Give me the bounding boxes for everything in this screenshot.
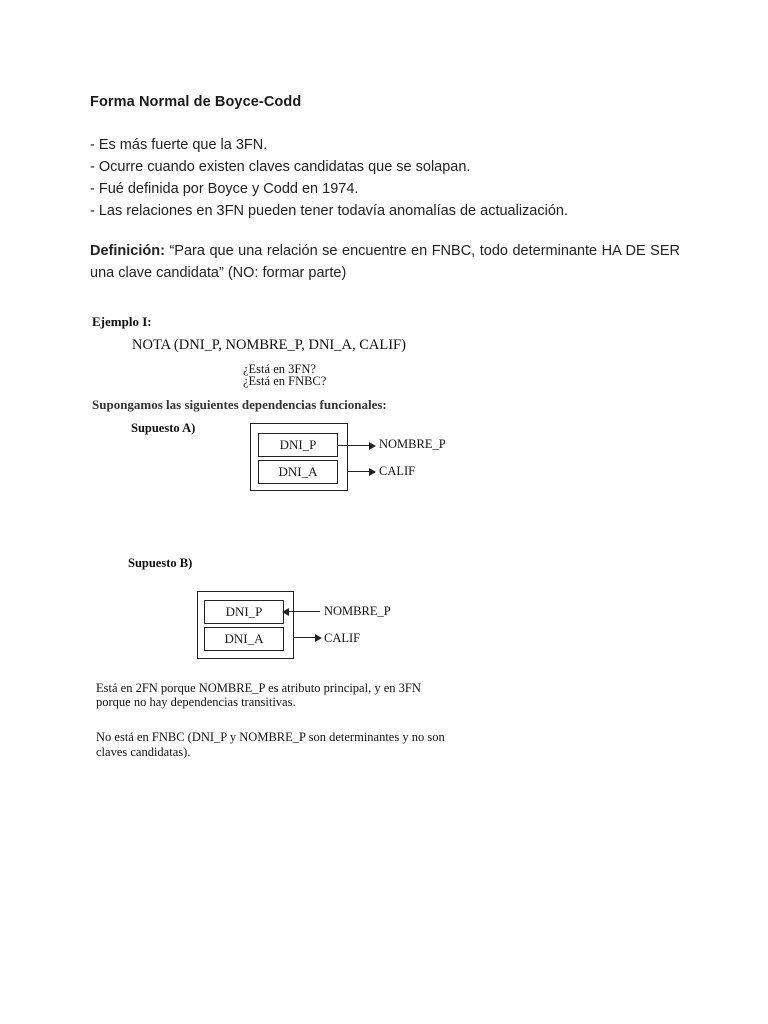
case-a-arrow-top — [338, 445, 374, 446]
case-b-arrow-top — [284, 611, 320, 612]
case-b-label: Supuesto B) — [128, 556, 193, 570]
assumption-intro: Supongamos las siguientes dependencias funcionales: — [92, 397, 387, 412]
question-3fn: ¿Está en 3FN? — [243, 362, 316, 376]
case-b-key-top: DNI_P — [204, 600, 284, 624]
case-a-dep-top: NOMBRE_P — [379, 437, 446, 451]
document-title: Forma Normal de Boyce-Codd — [90, 94, 302, 110]
bullet-item: - Las relaciones en 3FN pueden tener todavía anomalías de actualización. — [90, 203, 568, 219]
conclusion-fnbc-line: claves candidatas). — [96, 745, 191, 759]
case-a-dep-bottom: CALIF — [379, 464, 416, 478]
definition-text: “Para que una relación se encuentre en FNBC, todo determinante HA DE SER una clave candidata” (NO: formar parte) — [90, 243, 680, 281]
case-a-key-top: DNI_P — [258, 433, 338, 457]
case-b-key-bottom: DNI_A — [204, 627, 284, 651]
conclusion-2fn-line: porque no hay dependencias transitivas. — [96, 695, 296, 709]
definition-label: Definición: — [90, 243, 165, 259]
case-a-key-bottom: DNI_A — [258, 460, 338, 484]
relation-schema: NOTA (DNI_P, NOMBRE_P, DNI_A, CALIF) — [132, 337, 406, 353]
bullet-item: - Es más fuerte que la 3FN. — [90, 137, 268, 153]
question-fnbc: ¿Está en FNBC? — [243, 374, 327, 388]
bullet-item: - Fué definida por Boyce y Codd en 1974. — [90, 181, 359, 197]
case-b-dep-bottom: CALIF — [324, 631, 361, 645]
example-title: Ejemplo I: — [92, 314, 152, 329]
bullet-item: - Ocurre cuando existen claves candidatas que se solapan. — [90, 159, 471, 175]
bullet-list — [90, 134, 568, 222]
case-a-arrow-bottom — [348, 471, 374, 472]
conclusion-2fn-line: Está en 2FN porque NOMBRE_P es atributo principal, y en 3FN — [96, 681, 421, 695]
conclusion-fnbc-line: No está en FNBC (DNI_P y NOMBRE_P son determinantes y no son — [96, 730, 445, 744]
case-b-dep-top: NOMBRE_P — [324, 604, 391, 618]
definition-paragraph — [90, 240, 680, 284]
case-b-arrow-bottom — [294, 637, 320, 638]
case-a-label: Supuesto A) — [131, 421, 196, 435]
